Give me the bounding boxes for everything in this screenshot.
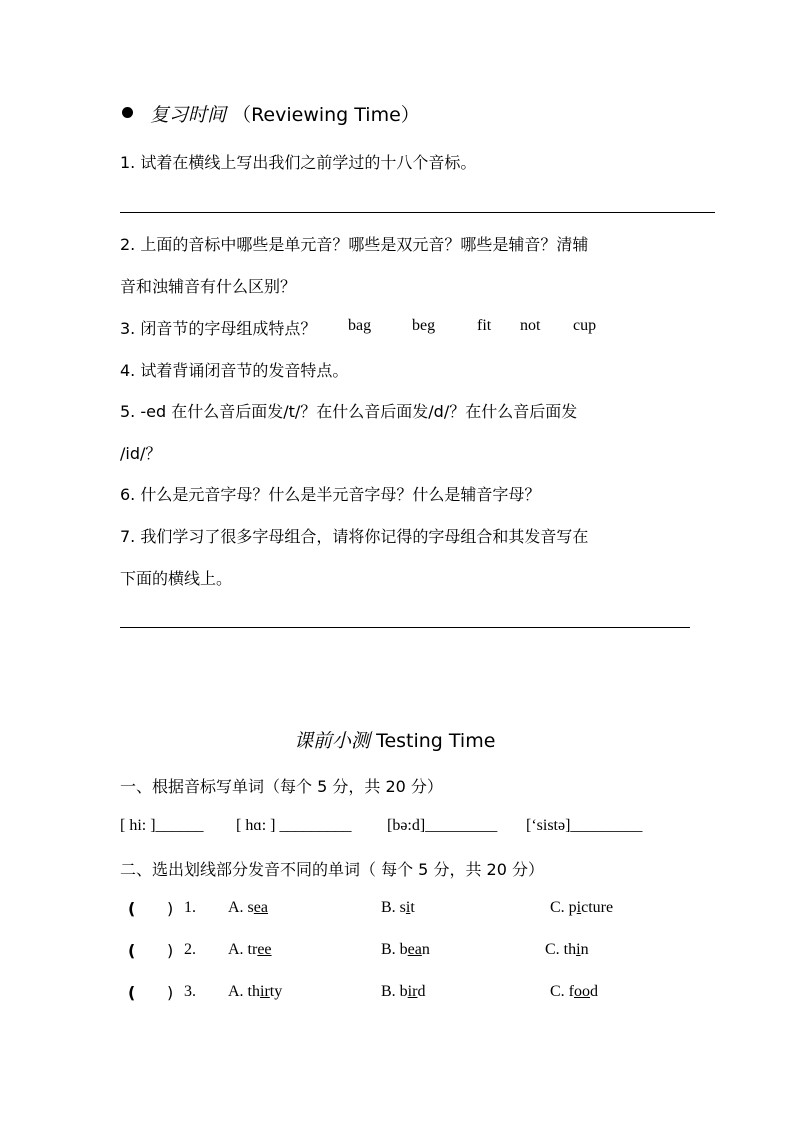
answer-line-2[interactable]: [120, 627, 690, 628]
part1-title: 一、根据音标写单词（每个 5 分，共 20 分）: [120, 777, 443, 796]
testing-heading-en: Testing Time: [376, 730, 496, 752]
phonetic-4[interactable]: [‘sistə]_________: [526, 817, 643, 834]
review-item-2-cont: 音和浊辅音有什么区别？: [120, 277, 297, 296]
paren-close[interactable]: ): [167, 899, 174, 918]
review-item-4: 4. 试着背诵闭音节的发音特点。: [120, 361, 349, 380]
testing-heading-cn: 课前小测: [294, 730, 371, 752]
review-heading-cn: 复习时间: [150, 104, 227, 126]
review-item-2: 2. 上面的音标中哪些是单元音？哪些是双元音？哪些是辅音？清辅: [120, 235, 589, 254]
review-item-3-text: 3. 闭音节的字母组成特点？: [120, 319, 317, 338]
option-a: A. thirty: [228, 983, 283, 1000]
paren-close[interactable]: ): [167, 983, 174, 1002]
paren-open[interactable]: (: [128, 983, 136, 1002]
word-not: not: [520, 317, 541, 334]
paren-open[interactable]: (: [128, 941, 136, 960]
phonetic-1[interactable]: [ hi: ]______: [120, 817, 204, 834]
phonetic-3[interactable]: [bə:d]_________: [387, 817, 498, 834]
question-number: 2.: [184, 941, 196, 958]
answer-line-1[interactable]: [120, 212, 715, 213]
review-item-1: 1. 试着在横线上写出我们之前学过的十八个音标。: [120, 153, 477, 172]
word-beg: beg: [412, 317, 436, 334]
option-c: C. food: [550, 983, 598, 1000]
review-item-6: 6. 什么是元音字母？什么是半元音字母？什么是辅音字母？: [120, 485, 541, 504]
option-c: C. picture: [550, 899, 614, 916]
option-b: B. bean: [381, 941, 430, 958]
review-item-5: 5. -ed 在什么音后面发/t/？在什么音后面发/d/？在什么音后面发: [120, 402, 578, 421]
review-heading-en: （Reviewing Time）: [232, 104, 420, 126]
question-number: 1.: [184, 899, 196, 916]
option-b: B. sit: [381, 899, 415, 916]
review-item-7: 7. 我们学习了很多字母组合，请将你记得的字母组合和其发音写在: [120, 527, 589, 546]
review-item-3: [120, 316, 316, 339]
paren-close[interactable]: ): [167, 941, 174, 960]
word-cup: cup: [573, 317, 597, 334]
word-fit: fit: [477, 317, 492, 334]
review-heading: [150, 100, 420, 127]
option-a: A. tree: [228, 941, 272, 958]
review-item-5-cont: /id/？: [120, 444, 162, 463]
option-b: B. bird: [381, 983, 426, 1000]
phonetic-2[interactable]: [ hɑ: ] _________: [236, 817, 352, 834]
question-number: 3.: [184, 983, 196, 1000]
option-c: C. thin: [545, 941, 589, 958]
bullet-icon: [122, 107, 133, 118]
word-bag: bag: [348, 317, 372, 334]
review-item-7-cont: 下面的横线上。: [120, 569, 233, 588]
option-a: A. sea: [228, 899, 268, 916]
paren-open[interactable]: (: [128, 899, 136, 918]
part2-title: 二、选出划线部分发音不同的单词（ 每个 5 分，共 20 分）: [120, 860, 544, 879]
testing-heading: [294, 726, 495, 753]
